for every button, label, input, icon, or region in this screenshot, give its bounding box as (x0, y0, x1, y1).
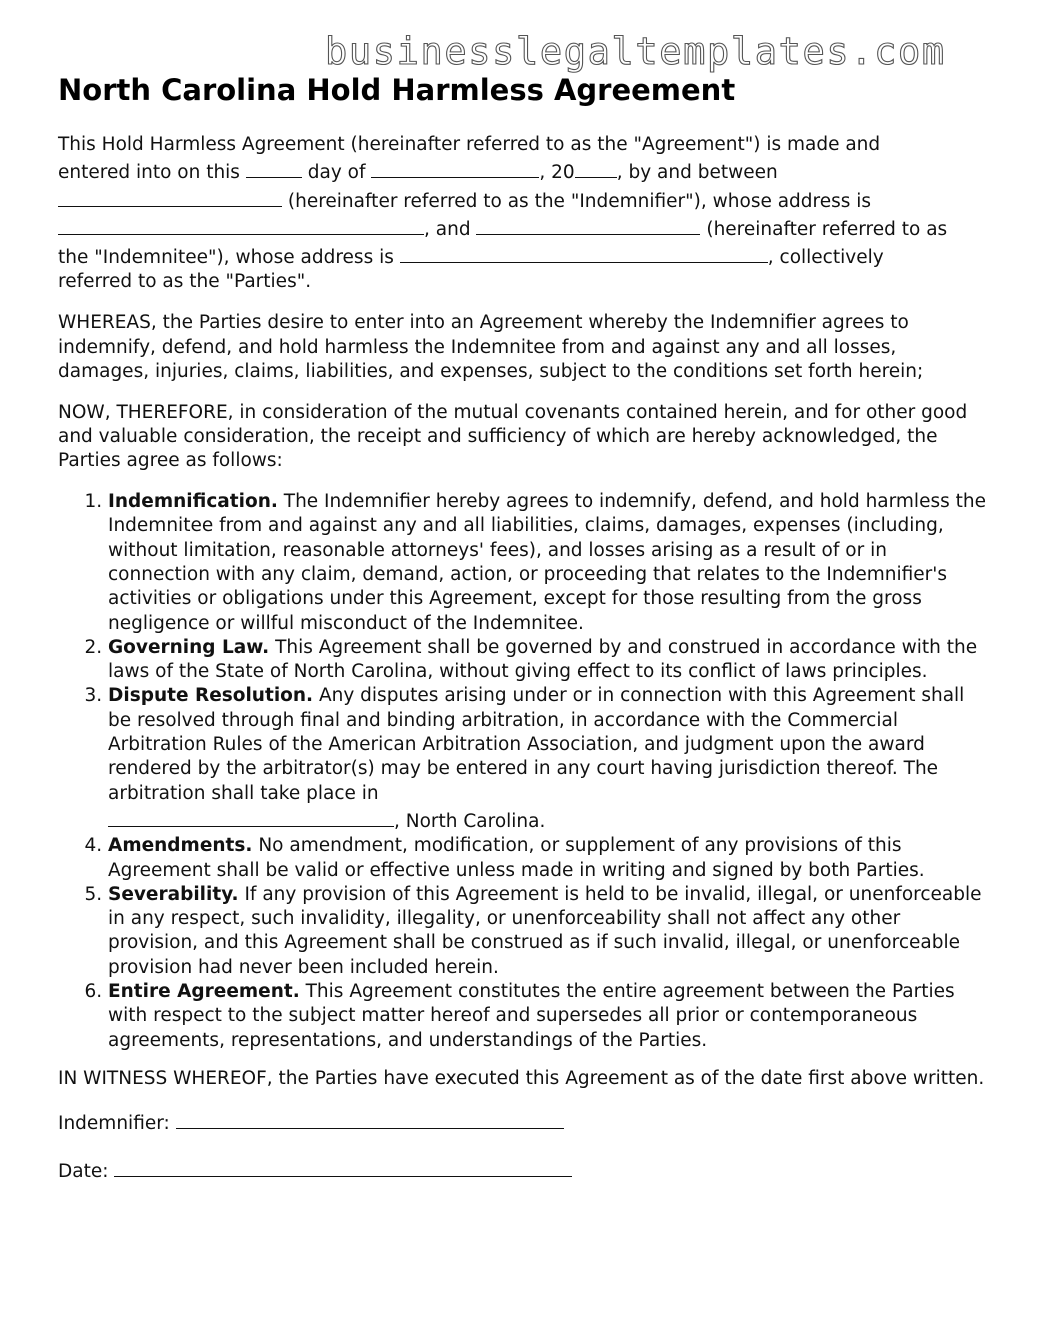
intro-text: entered into on this (58, 162, 240, 184)
clause-severability (108, 883, 993, 980)
date-signature-line (58, 1156, 993, 1184)
witness-paragraph: IN WITNESS WHEREOF, the Parties have executed this Agreement as of the date first above written. (58, 1067, 985, 1089)
indemnitee-name-blank[interactable] (476, 214, 700, 235)
clause-list (58, 490, 993, 1053)
intro-text: , 20 (539, 162, 575, 184)
intro-line-5 (58, 242, 993, 270)
clause-heading: Indemnification. (108, 491, 278, 513)
intro-text: (hereinafter referred to as (706, 218, 948, 240)
clause-amendments (108, 834, 993, 883)
clause-governing-law (108, 636, 993, 685)
intro-text: (hereinafter referred to as the "Indemnifier"), whose address is (287, 190, 872, 212)
indemnifier-signature-blank[interactable] (176, 1108, 564, 1129)
date-label: Date: (58, 1160, 109, 1182)
intro-line-2 (58, 157, 993, 185)
indemnitee-address-blank[interactable] (400, 242, 768, 263)
indemnifier-address-blank[interactable] (58, 214, 424, 235)
document-body (58, 133, 993, 1204)
now-therefore-paragraph: NOW, THEREFORE, in consideration of the mutual covenants contained herein, and for other good and valuable consideration, the receipt and sufficiency of which are hereby acknowledged, the Parties agree as follows: (58, 401, 968, 472)
document-title: North Carolina Hold Harmless Agreement (58, 73, 736, 107)
intro-text: , collectively (767, 247, 884, 269)
clause-heading: Severability. (108, 883, 239, 905)
whereas-paragraph: WHEREAS, the Parties desire to enter into an Agreement whereby the Indemnifier agrees to indemnify, defend, and hold harmless the Indemnitee from and against any and all losses, damages, injuries, claims, liabilities, and expenses, subject to the conditions set forth herein; (58, 312, 924, 382)
clause-heading: Amendments. (108, 835, 253, 857)
clause-text: If any provision of this Agreement is held to be invalid, illegal, or unenforceable in any respect, such invalidity, illegality, or unenforceability shall not affect any other provision, and this Agreement shall be construed as if such invalid, illegal, or unenforceable provision had never been included herein. (108, 883, 982, 978)
indemnifier-name-blank[interactable] (58, 186, 282, 207)
day-blank[interactable] (246, 157, 302, 178)
intro-text: , and (424, 218, 471, 240)
intro-text: day of (307, 162, 366, 184)
indemnifier-label: Indemnifier: (58, 1112, 170, 1134)
intro-text: , by and between (616, 162, 778, 184)
clause-text: The Indemnifier hereby agrees to indemnify, defend, and hold harmless the Indemnitee from and against any and all liabilities, claims, damages, expenses (including, without limitation, reasonable attorneys' fees), and losses arising as a result of or in connection with any claim, demand, action, or proceeding that relates to the Indemnifier's activities or obligations under this Agreement, except for those resulting from the gross negligence or willful misconduct of the Indemnitee. (108, 491, 986, 634)
date-blank[interactable] (114, 1156, 572, 1177)
month-blank[interactable] (371, 157, 539, 178)
year-blank[interactable] (575, 157, 617, 178)
intro-line-3 (58, 186, 993, 214)
clause-heading: Dispute Resolution. (108, 685, 314, 707)
clause-text: This Agreement constitutes the entire agreement between the Parties with respect to the subject matter hereof and supersedes all prior or contemporaneous agreements, representations, and understandings of the Parties. (108, 981, 955, 1051)
arbitration-location-blank[interactable] (108, 806, 394, 827)
clause-tail: , North Carolina. (394, 810, 546, 832)
intro-line-4 (58, 214, 993, 242)
intro-line-6: referred to as the "Parties". (58, 271, 312, 293)
clause-heading: Entire Agreement. (108, 981, 300, 1002)
intro-line-1: This Hold Harmless Agreement (hereinafter referred to as the "Agreement") is made and (58, 134, 881, 155)
site-watermark: businesslegaltemplates.com (325, 30, 946, 73)
clause-text: Any disputes arising under or in connection with this Agreement shall be resolved through final and binding arbitration, in accordance with the Commercial Arbitration Rules of the American Arbitration Association, and judgment upon the award rendered by the arbitrator(s) may be entered in any court having jurisdiction thereof. The arbitration shall take place in (108, 685, 965, 804)
clause-text: No amendment, modification, or supplement of any provisions of this Agreement shall be valid or effective unless made in writing and signed by both Parties. (108, 835, 925, 881)
clause-entire-agreement (108, 980, 993, 1053)
intro-paragraph (58, 133, 993, 295)
clause-dispute-resolution (108, 684, 993, 834)
indemnifier-signature-line (58, 1108, 993, 1136)
intro-text: the "Indemnitee"), whose address is (58, 247, 394, 269)
clause-heading: Governing Law. (108, 636, 270, 658)
clause-text: This Agreement shall be governed by and construed in accordance with the laws of the State of North Carolina, without giving effect to its conflict of laws principles. (108, 636, 978, 683)
clause-indemnification (108, 490, 993, 636)
